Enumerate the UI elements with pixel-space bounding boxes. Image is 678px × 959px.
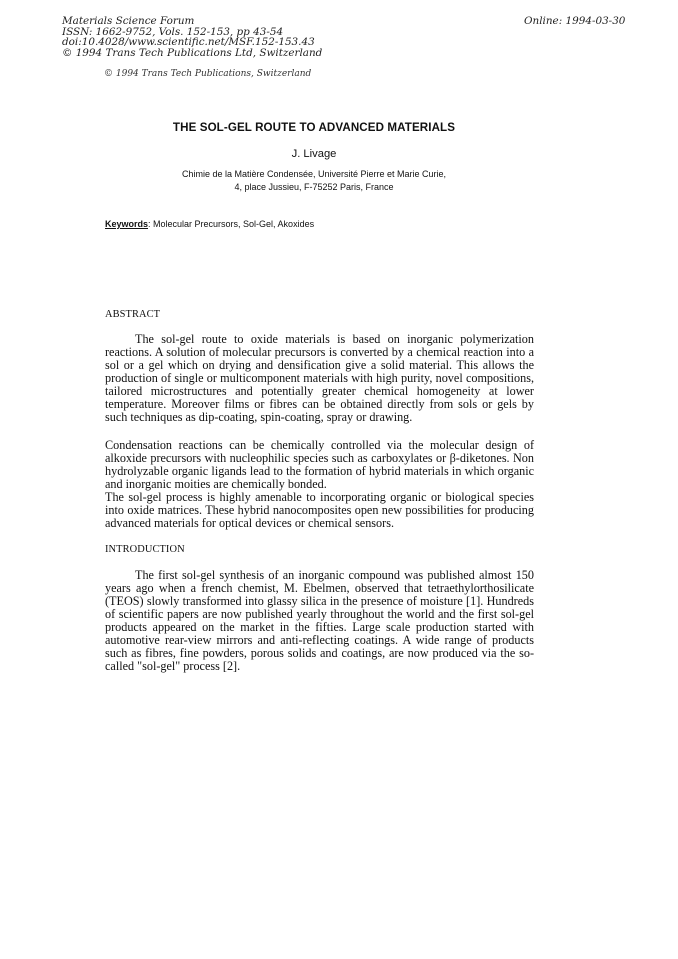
- abstract-paragraph-2: Condensation reactions can be chemically controlled via the molecular design of alkoxide precursors with nucleophilic species such as carboxylates or β-diketones. Non hydrolyzable organic ligands lead to the formation of hybrid materials in which organic and inorganic moities are chemically bonded.: [105, 438, 534, 491]
- keywords-label: Keywords: [105, 219, 149, 229]
- abstract-paragraph-1: The sol-gel route to oxide materials is based on inorganic polymerization reactions. A solution of molecular precursors is converted by a chemical reaction into a sol or a gel which on drying and densification give a solid material. This allows the production of single or multicomponent materials with high purity, novel compositions, tailored microstructures and potentially greater chemical homogeneity at lower temperature. Moreover films or fibres can be obtained directly from sols or gels by such techniques as dip-coating, spin-coating, spray or drawing.: [105, 332, 534, 424]
- doi-link[interactable]: doi:10.4028/www.scientific.net/MSF.152-153.43: [62, 36, 315, 49]
- affiliation: [0, 168, 628, 194]
- abstract-paragraph-3: The sol-gel process is highly amenable to incorporating organic or biological species into oxide matrices. These hybrid nanocomposites open new possibilities for producing advanced materials for optical devices or chemical sensors.: [105, 490, 534, 530]
- introduction-heading: INTRODUCTION: [105, 544, 185, 555]
- introduction-paragraph-1: The first sol-gel synthesis of an inorganic compound was published almost 150 years ago when a french chemist, M. Ebelmen, observed that tetraethylorthosilicate (TEOS) slowly transformed into glassy silica in the presence of moisture [1]. Hundreds of scientific papers are now published yearly throughout the world and the first sol-gel products appeared on the market in the fifties. Large scale production started with automotive rear-view mirrors and anti-reflecting coatings. A wide range of products such as fibres, fine powders, porous solids and coatings, are now produced via the so-called "sol-gel" process [2].: [105, 568, 534, 673]
- paper-title: THE SOL-GEL ROUTE TO ADVANCED MATERIALS: [172, 121, 456, 134]
- publication-header: [62, 16, 322, 58]
- author-name: J. Livage: [291, 148, 337, 160]
- issn-line: ISSN: 1662-9752, Vols. 152-153, pp 43-54: [62, 25, 284, 38]
- keywords-line: [105, 219, 314, 229]
- online-date: Online: 1994-03-30: [524, 15, 626, 27]
- keywords-list: : Molecular Precursors, Sol-Gel, Akoxides: [148, 219, 315, 229]
- original-copyright-line: © 1994 Trans Tech Publications, Switzerland: [104, 69, 312, 79]
- affiliation-line-2: 4, place Jussieu, F-75252 Paris, France: [234, 181, 394, 192]
- journal-name: Materials Science Forum: [62, 15, 195, 27]
- abstract-heading: ABSTRACT: [105, 309, 161, 320]
- copyright-line: © 1994 Trans Tech Publications Ltd, Switzerland: [62, 46, 323, 59]
- affiliation-line-1: Chimie de la Matière Condensée, Université Pierre et Marie Curie,: [181, 169, 447, 179]
